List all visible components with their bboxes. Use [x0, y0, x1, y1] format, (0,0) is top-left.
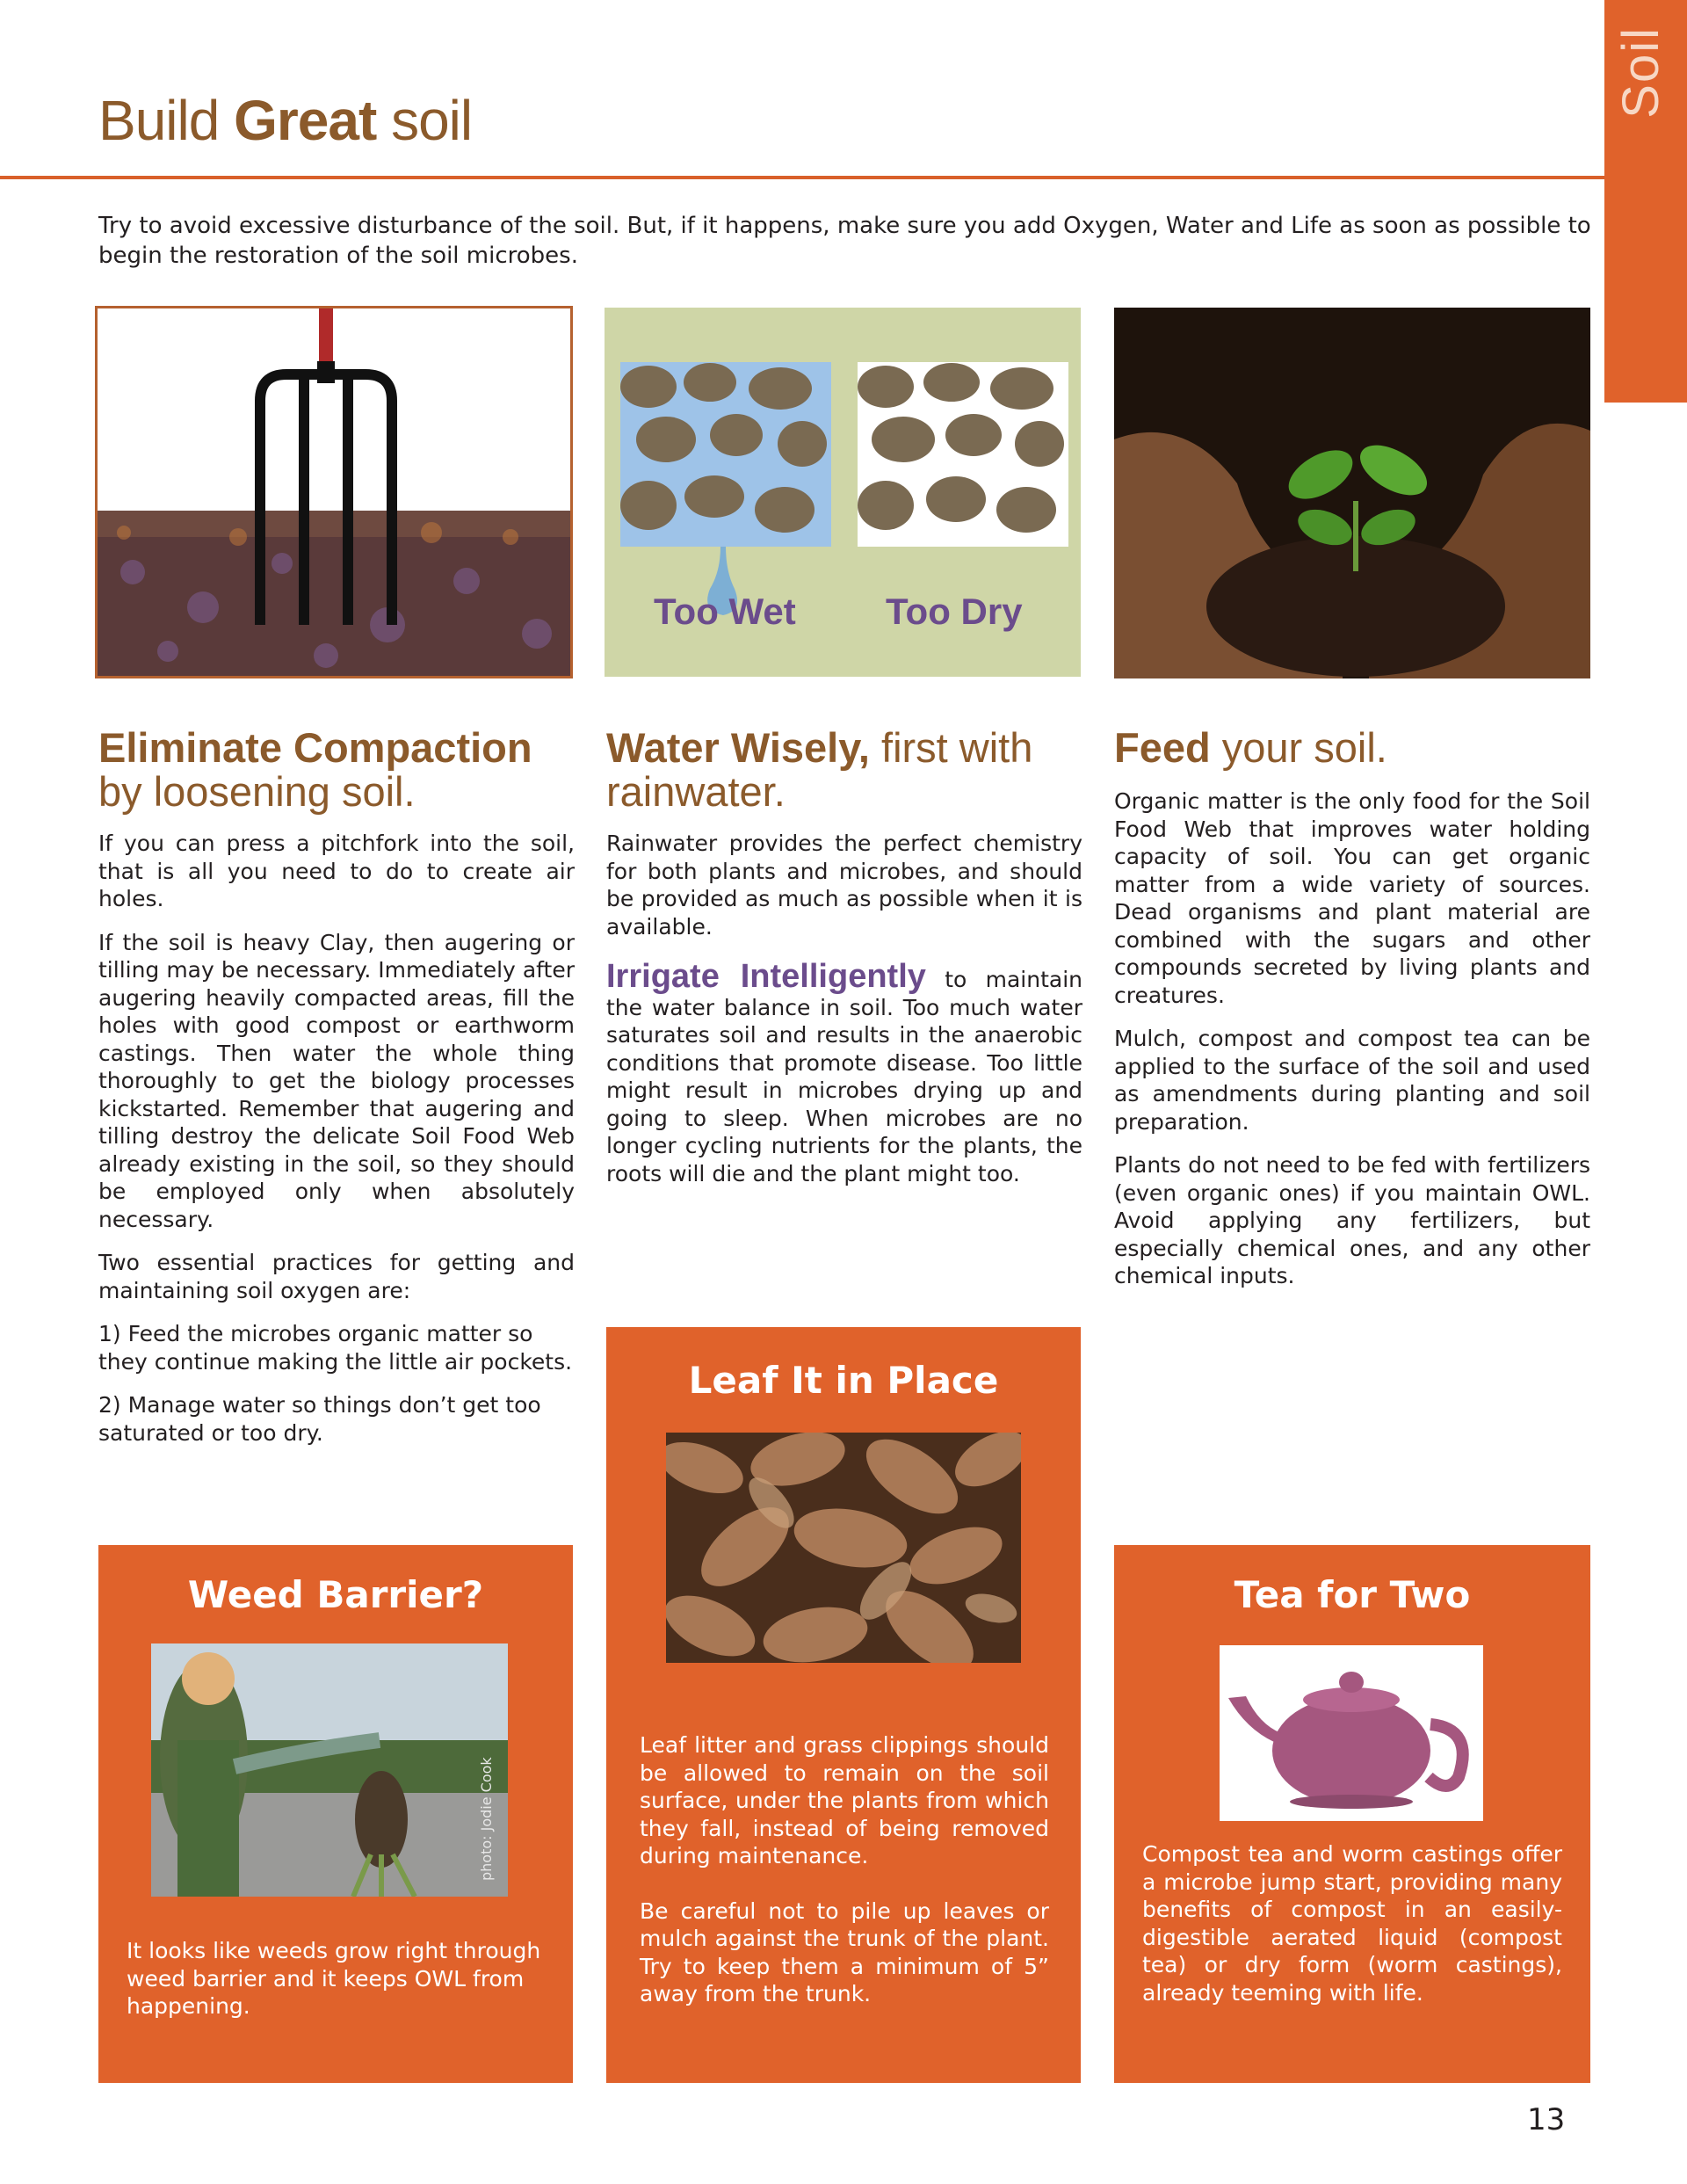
pitchfork-image [95, 306, 573, 678]
weed-box-text: It looks like weeds grow right through weed barrier and it keeps OWL from happening. [127, 1938, 541, 2019]
too-wet-label: Too Wet [654, 591, 796, 632]
col3-paragraph: Plants do not need to be fed with fertilizers (even organic ones) if you maintain OWL. Avoid applying any fertilizers, but especially chemical ones, and any other chemical inputs. [1114, 1152, 1590, 1288]
leaf-litter-illustration [666, 1433, 1021, 1663]
section-side-tab [1604, 0, 1687, 403]
hands-seedling-illustration [1114, 308, 1590, 678]
weed-barrier-photo [151, 1643, 508, 1897]
col1-paragraph: 2) Manage water so things don’t get too saturated or too dry. [98, 1392, 541, 1446]
photo-credit: photo: Jodie Cook [478, 1757, 495, 1881]
irrigate-paragraph: Irrigate Intelligently to maintain the water balance in soil. Too much water saturates soil and results in the anaerobic conditions that promote disease. Too little might result in microbes drying up and going to sleep. When microbes are no longer cycling nutrients for the plants, the roots will die and the plant might too. [606, 958, 1082, 1186]
col3-heading: Feed your soil. [1114, 724, 1387, 771]
col2-heading: Water Wisely, first with rainwater. [606, 724, 1033, 815]
pitchfork-illustration [98, 308, 570, 676]
hands-seedling-image [1114, 308, 1590, 678]
side-tab-label: Soil [1612, 26, 1669, 119]
intro-text: Try to avoid excessive disturbance of the soil. But, if it happens, make sure you add Oxygen, Water and Life as soon as possible to begin the restoration of the soil microbes. [98, 213, 1591, 269]
tea-for-two-box [1114, 1545, 1590, 2083]
too-dry-label: Too Dry [886, 591, 1023, 632]
leaf-box-title: Leaf It in Place [688, 1359, 999, 1402]
teapot-illustration [1220, 1645, 1483, 1821]
col1-paragraph: If you can press a pitchfork into the soil, that is all you need to do to create air holes. [98, 831, 575, 911]
page-number: 13 [1527, 2102, 1566, 2137]
weed-box-title: Weed Barrier? [187, 1573, 484, 1616]
weed-barrier-box [98, 1545, 573, 2083]
col3-body [1114, 787, 1590, 1306]
header-rule [0, 176, 1604, 179]
col3-paragraph: Organic matter is the only food for the Soil Food Web that improves water holding capacity of soil. You can get organic matter from a wide variety of sources. Dead organisms and plant material are combined with the sugars and other compounds secreted by living plants and creatures. [1114, 788, 1590, 1008]
leaf-box-text: Leaf litter and grass clippings should be allowed to remain on the soil surface, under the plants from which they fall, instead of being removed during maintenance. Be careful not to pile up leaves or mulch against the trunk of the plant. Try to keep them a minimum of 5” away from the trunk. [640, 1732, 1049, 2006]
col2-body [606, 830, 1082, 1203]
teapot-image [1220, 1645, 1483, 1821]
weed-barrier-illustration [151, 1643, 508, 1897]
tea-box-text: Compost tea and worm castings offer a microbe jump start, providing many benefits of compost in an easily-digestible aerated liquid (compost tea) or dry form (worm castings), already teeming with life. [1142, 1841, 1562, 2006]
col1-heading: Eliminate Compaction by loosening soil. [98, 724, 532, 815]
col3-paragraph: Mulch, compost and compost tea can be applied to the surface of the soil and used as amendments during planting and soil preparation. [1114, 1026, 1590, 1135]
page-title: Build Great soil [98, 89, 473, 152]
col1-body [98, 830, 575, 1462]
leaf-it-in-place-box [606, 1327, 1081, 2083]
tea-box-title: Tea for Two [1234, 1573, 1471, 1616]
col1-paragraph: If the soil is heavy Clay, then augering or tilling may be necessary. Immediately after augering heavily compacted areas, fill the holes with good compost or earthworm castings. Then water the whole thing thoroughly to get the biology processes kickstarted. Remember that augering and tilling destroy the delicate Soil Food Web already existing in the soil, so they should be employed only when absolutely necessary. [98, 929, 575, 1232]
col1-paragraph: 1) Feed the microbes organic matter so they continue making the little air pockets. [98, 1321, 573, 1375]
irrigate-heading: Irrigate Intelligently [606, 958, 926, 995]
leaf-litter-image [666, 1433, 1021, 1663]
soil-moisture-diagram [605, 308, 1081, 677]
col2-paragraph: Rainwater provides the perfect chemistry for both plants and microbes, and should be provided as much as possible when it is available. [606, 831, 1082, 940]
col1-paragraph: Two essential practices for getting and maintaining soil oxygen are: [98, 1250, 575, 1303]
